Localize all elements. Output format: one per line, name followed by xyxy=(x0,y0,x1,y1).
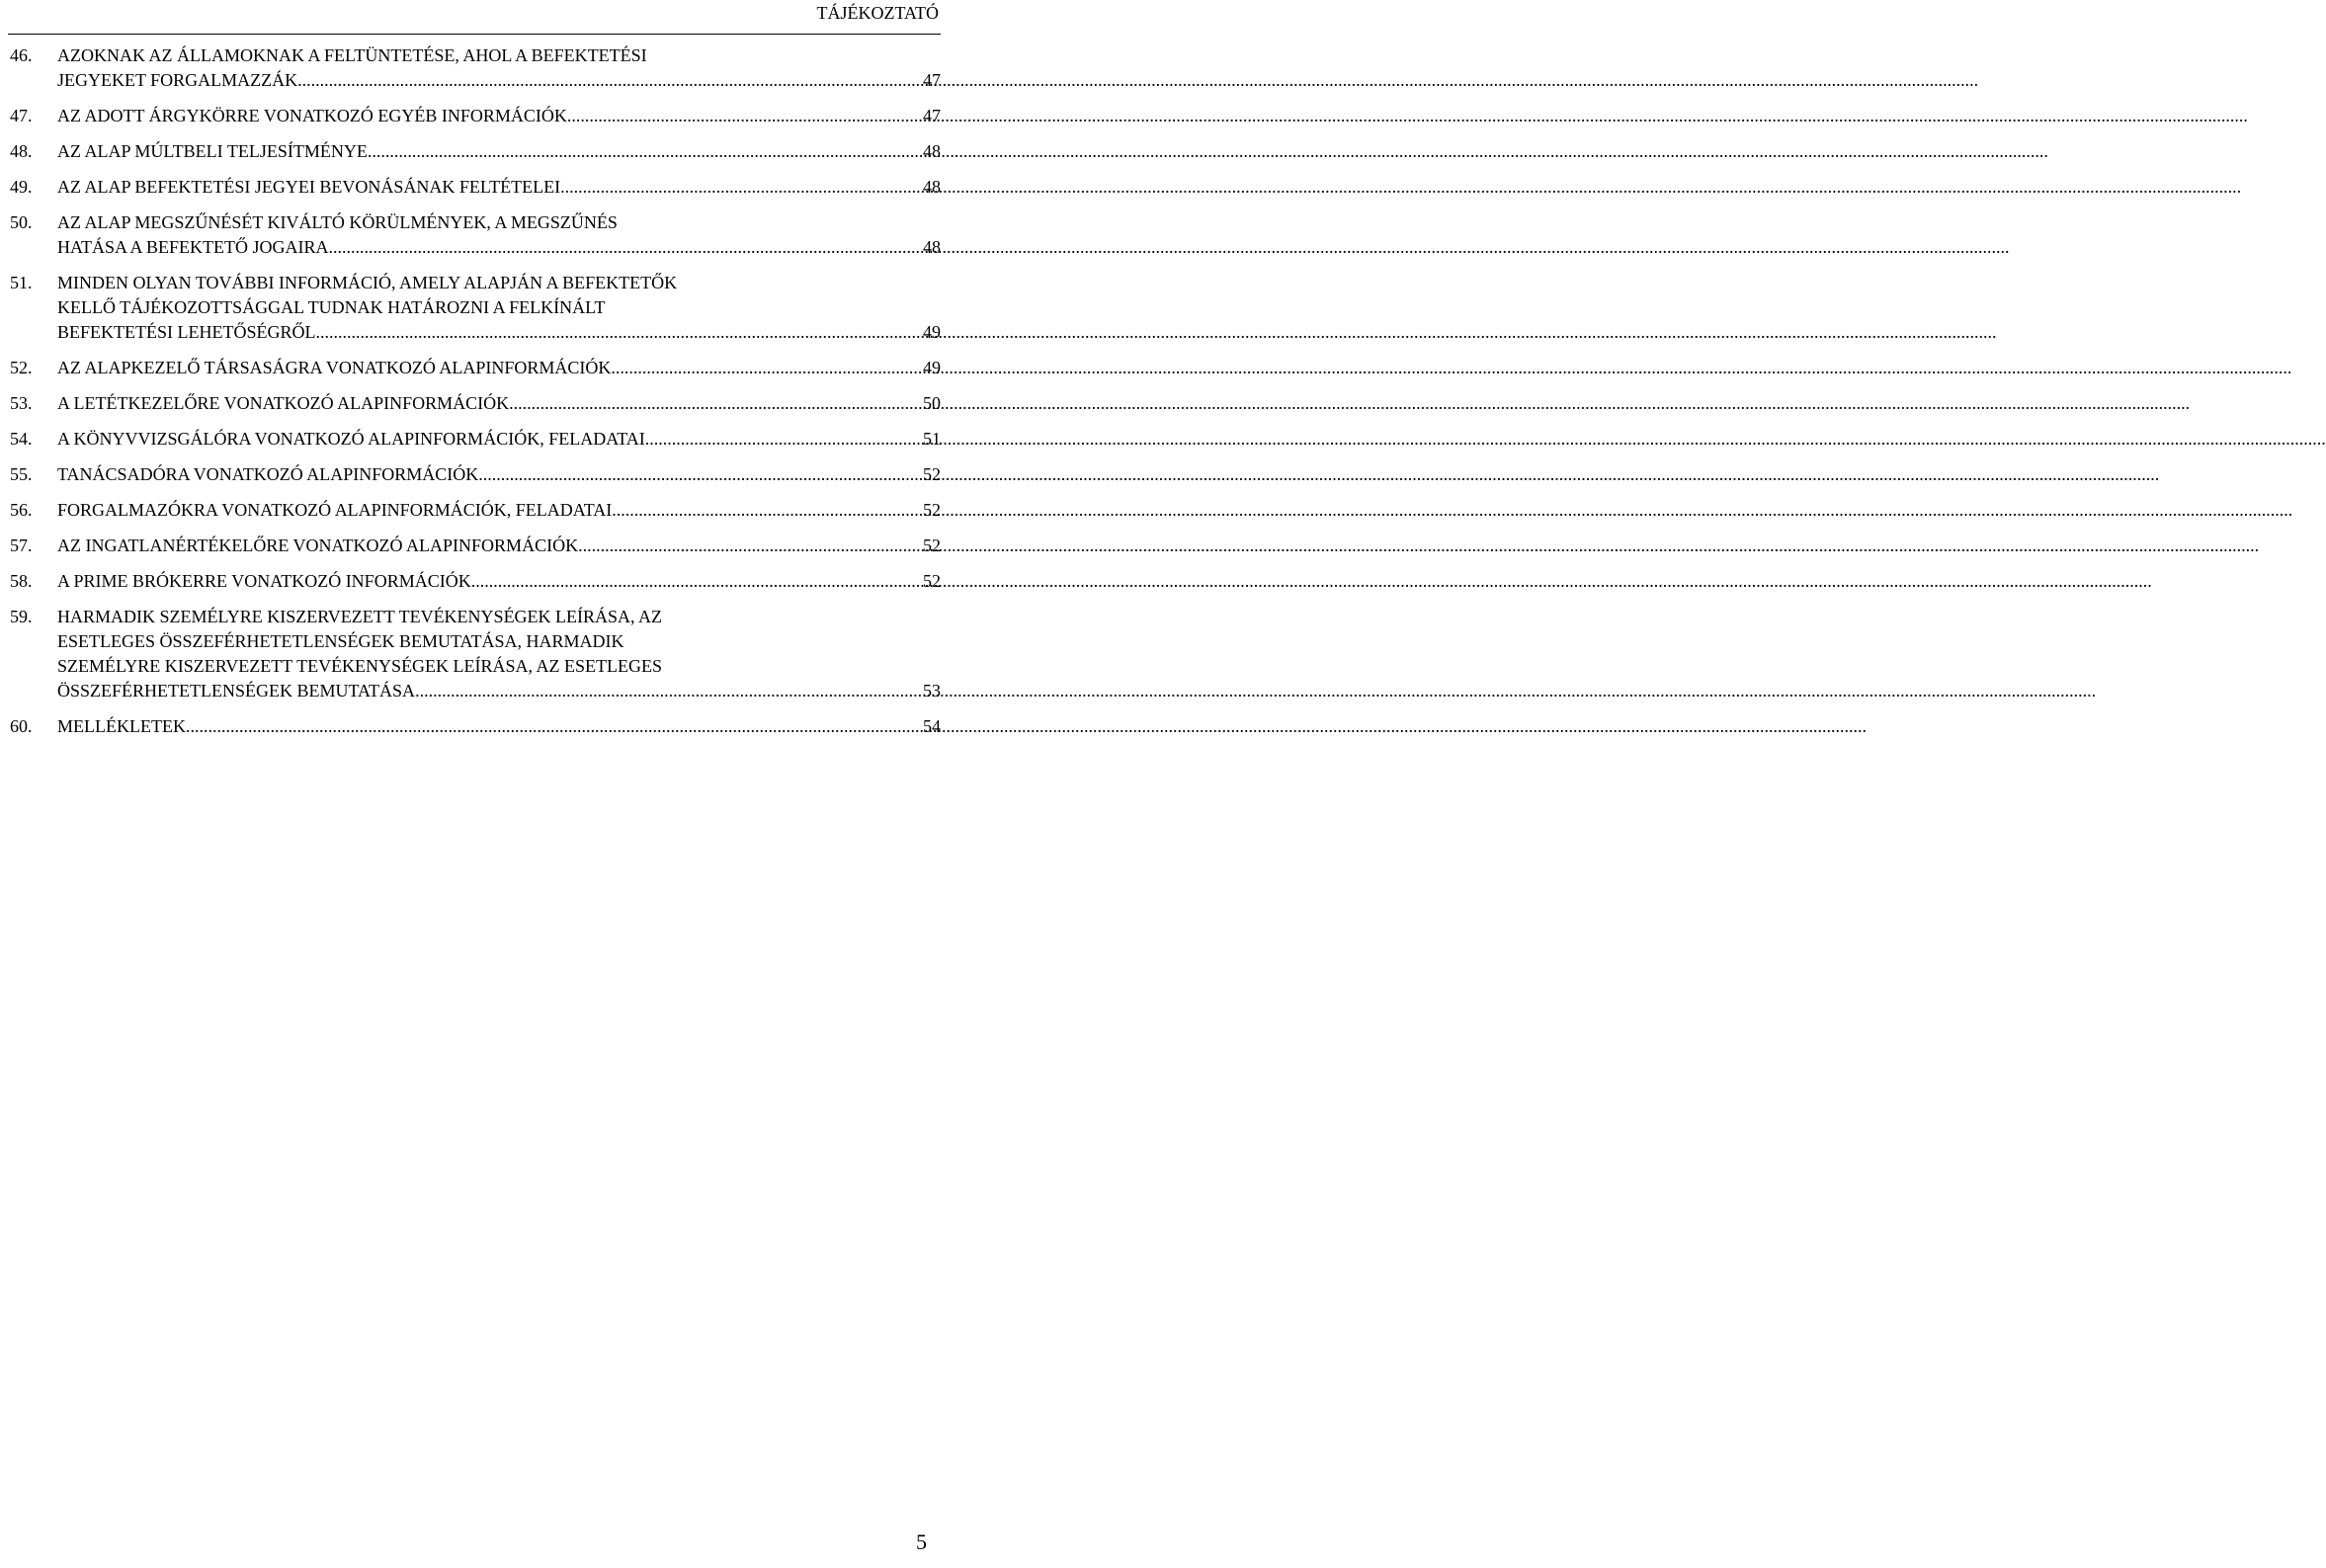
toc-entry-page-number: 47 xyxy=(923,106,941,125)
toc-entry-title xyxy=(57,427,941,452)
toc-entry-title-line: HATÁSA A BEFEKTETŐ JOGAIRA xyxy=(57,237,329,257)
toc-entry-title xyxy=(57,462,941,487)
toc-entry-page-number: 54 xyxy=(923,716,941,736)
toc-entry[interactable] xyxy=(10,210,941,260)
toc-entry-page-number: 52 xyxy=(923,571,941,591)
toc-entry-number: 47. xyxy=(10,106,33,125)
toc-entry-number: 54. xyxy=(10,429,33,449)
dot-leader xyxy=(509,391,922,416)
toc-entry-title xyxy=(57,356,941,380)
toc-entry[interactable] xyxy=(10,391,941,416)
toc-entry-page-number: 47 xyxy=(923,70,941,90)
dot-leader xyxy=(578,534,922,558)
toc-entry-title-line: FORGALMAZÓKRA VONATKOZÓ ALAPINFORMÁCIÓK, FELADATAI xyxy=(57,500,613,520)
toc-entry-title xyxy=(57,139,941,164)
toc-entry-title-last-line xyxy=(57,679,941,703)
toc-entry-page-number: 53 xyxy=(923,681,941,701)
toc-entry[interactable] xyxy=(10,43,941,93)
toc-entry-page-number: 51 xyxy=(923,429,941,449)
toc-entry-title-last-line xyxy=(57,320,941,345)
toc-entry-page-number: 52 xyxy=(923,464,941,484)
toc-entry-title xyxy=(57,498,941,523)
dot-leader xyxy=(612,498,922,523)
toc-entry-title-line: ÖSSZEFÉRHETETLENSÉGEK BEMUTATÁSA xyxy=(57,681,416,701)
toc-entry-title-line: AZOKNAK AZ ÁLLAMOKNAK A FELTÜNTETÉSE, AHOL A BEFEKTETÉSI xyxy=(57,45,647,65)
toc-entry[interactable] xyxy=(10,356,941,380)
toc-entry-number: 48. xyxy=(10,141,33,161)
toc-entry-number: 55. xyxy=(10,464,33,484)
dot-leader xyxy=(611,356,922,380)
toc-entry-title-last-line xyxy=(57,139,941,164)
dot-leader xyxy=(297,68,922,93)
toc-entry-title-last-line xyxy=(57,175,941,200)
toc-entry-title-last-line xyxy=(57,68,941,93)
toc-entry-title-last-line xyxy=(57,462,941,487)
toc-entry-title-line: BEFEKTETÉSI LEHETŐSÉGRŐL xyxy=(57,322,316,342)
toc-entry-number: 51. xyxy=(10,273,33,292)
toc-entry-page-number: 49 xyxy=(923,322,941,342)
page-number: 5 xyxy=(916,1529,927,1554)
toc-entry-number: 50. xyxy=(10,212,33,232)
toc-entry-number: 58. xyxy=(10,571,33,591)
toc-entry-number: 60. xyxy=(10,716,33,736)
toc-entry-title-line: SZEMÉLYRE KISZERVEZETT TEVÉKENYSÉGEK LEÍRÁSA, AZ ESETLEGES xyxy=(57,656,663,676)
toc-entry-title-line: AZ ALAP BEFEKTETÉSI JEGYEI BEVONÁSÁNAK FELTÉTELEI xyxy=(57,177,561,197)
toc-entry-title-line: A KÖNYVVIZSGÁLÓRA VONATKOZÓ ALAPINFORMÁCIÓK, FELADATAI xyxy=(57,429,645,449)
dot-leader xyxy=(645,427,922,452)
toc-entry-title-line: MINDEN OLYAN TOVÁBBI INFORMÁCIÓ, AMELY ALAPJÁN A BEFEKTETŐK xyxy=(57,273,678,292)
toc-entry-page-number: 48 xyxy=(923,237,941,257)
toc-entry[interactable] xyxy=(10,714,941,739)
toc-entry-title-line: HARMADIK SZEMÉLYRE KISZERVEZETT TEVÉKENYSÉGEK LEÍRÁSA, AZ xyxy=(57,607,663,626)
toc-entry-title-last-line xyxy=(57,714,941,739)
dot-leader xyxy=(329,235,922,260)
dot-leader xyxy=(186,714,922,739)
toc-entry-title xyxy=(57,714,941,739)
toc-entry-page-number: 49 xyxy=(923,358,941,377)
toc-entry-page-number: 50 xyxy=(923,393,941,413)
dot-leader xyxy=(560,175,922,200)
dot-leader xyxy=(368,139,922,164)
toc-entry-title xyxy=(57,534,941,558)
toc-entry-title-line: TANÁCSADÓRA VONATKOZÓ ALAPINFORMÁCIÓK xyxy=(57,464,479,484)
toc-entry-title-last-line xyxy=(57,534,941,558)
toc-entry[interactable] xyxy=(10,534,941,558)
toc-entry-title-last-line xyxy=(57,235,941,260)
toc-entry-title-line: AZ ALAPKEZELŐ TÁRSASÁGRA VONATKOZÓ ALAPINFORMÁCIÓK xyxy=(57,358,612,377)
toc-entry[interactable] xyxy=(10,175,941,200)
toc-entry-title xyxy=(57,569,941,594)
toc-entry[interactable] xyxy=(10,569,941,594)
toc-entry-title xyxy=(57,175,941,200)
toc-entry[interactable] xyxy=(10,271,941,345)
toc-entry[interactable] xyxy=(10,605,941,703)
toc-entry-title xyxy=(57,391,941,416)
dot-leader xyxy=(315,320,922,345)
toc-entry-title-line: JEGYEKET FORGALMAZZÁK xyxy=(57,70,298,90)
toc-entry-page-number: 52 xyxy=(923,500,941,520)
dot-leader xyxy=(478,462,922,487)
toc-entry-title-line: KELLŐ TÁJÉKOZOTTSÁGGAL TUDNAK HATÁROZNI A FELKÍNÁLT xyxy=(57,297,606,317)
toc-entry-number: 46. xyxy=(10,45,33,65)
toc-entry-title-line: AZ ALAP MEGSZŰNÉSÉT KIVÁLTÓ KÖRÜLMÉNYEK, A MEGSZŰNÉS xyxy=(57,212,618,232)
toc-entry-number: 59. xyxy=(10,607,33,626)
header-rule xyxy=(8,34,941,35)
toc-entry-title-last-line xyxy=(57,498,941,523)
toc-entry[interactable] xyxy=(10,427,941,452)
dot-leader xyxy=(471,569,922,594)
toc-entry-title-last-line xyxy=(57,569,941,594)
toc-entry[interactable] xyxy=(10,498,941,523)
toc-entry-number: 52. xyxy=(10,358,33,377)
toc-entry-title-line: ESETLEGES ÖSSZEFÉRHETETLENSÉGEK BEMUTATÁSA, HARMADIK xyxy=(57,631,624,651)
dot-leader xyxy=(567,104,922,128)
toc-entry-number: 53. xyxy=(10,393,33,413)
toc-entry-number: 49. xyxy=(10,177,33,197)
toc-entry-title xyxy=(57,605,941,703)
toc-entry[interactable] xyxy=(10,139,941,164)
toc-entry-title-line: AZ INGATLANÉRTÉKELŐRE VONATKOZÓ ALAPINFORMÁCIÓK xyxy=(57,536,579,555)
toc-entry-page-number: 52 xyxy=(923,536,941,555)
running-header: TÁJÉKOZTATÓ xyxy=(816,3,939,23)
toc-entry-title xyxy=(57,104,941,128)
toc-entry-title-line: AZ ALAP MÚLTBELI TELJESÍTMÉNYE xyxy=(57,141,368,161)
toc-entry-title-line: MELLÉKLETEK xyxy=(57,716,186,736)
toc-entry-title xyxy=(57,43,941,93)
toc-entry[interactable] xyxy=(10,462,941,487)
toc-entry-number: 56. xyxy=(10,500,33,520)
toc-entry-title xyxy=(57,271,941,345)
toc-entry-page-number: 48 xyxy=(923,177,941,197)
toc-entry-title-last-line xyxy=(57,356,941,380)
toc-entry-title-line: A LETÉTKEZELŐRE VONATKOZÓ ALAPINFORMÁCIÓK xyxy=(57,393,510,413)
toc-entry-title xyxy=(57,210,941,260)
toc-entry-title-last-line xyxy=(57,427,941,452)
toc-entry-title-line: A PRIME BRÓKERRE VONATKOZÓ INFORMÁCIÓK xyxy=(57,571,471,591)
table-of-contents xyxy=(10,43,941,750)
toc-entry[interactable] xyxy=(10,104,941,128)
toc-entry-title-line: AZ ADOTT ÁRGYKÖRRE VONATKOZÓ EGYÉB INFORMÁCIÓK xyxy=(57,106,567,125)
toc-entry-title-last-line xyxy=(57,104,941,128)
toc-entry-title-last-line xyxy=(57,391,941,416)
toc-entry-page-number: 48 xyxy=(923,141,941,161)
toc-entry-number: 57. xyxy=(10,536,33,555)
dot-leader xyxy=(415,679,922,703)
